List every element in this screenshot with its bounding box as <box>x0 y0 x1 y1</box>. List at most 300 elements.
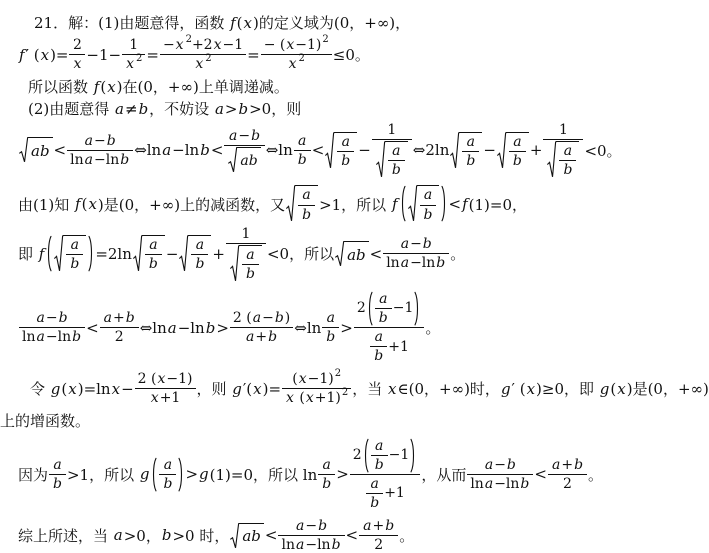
fraction-denominator <box>282 389 351 406</box>
radical-sign-icon <box>408 185 417 222</box>
text-run: 2 <box>114 329 124 346</box>
math-variable: x <box>157 371 166 388</box>
text-run: + <box>255 329 268 346</box>
fraction-denominator <box>337 152 354 169</box>
paren-content <box>373 291 415 326</box>
radicand <box>295 185 318 222</box>
math-variable: a <box>246 246 255 263</box>
fraction-numerator <box>370 329 387 347</box>
fraction <box>548 457 587 492</box>
text-run: )= <box>262 379 282 398</box>
fraction-numerator <box>375 291 392 309</box>
text-run: 。 <box>399 526 415 545</box>
math-variable: ab <box>240 152 258 169</box>
math-variable: x <box>126 56 134 73</box>
math-variable: a <box>252 310 262 327</box>
text-run: ′ ( <box>511 379 526 398</box>
text-run: −ln <box>45 329 72 346</box>
fraction-denominator <box>191 255 208 272</box>
math-variable: b <box>506 456 516 473</box>
fraction-numerator <box>366 476 383 494</box>
equivalence-chain-line <box>18 122 705 178</box>
text-run: 2 <box>352 447 362 464</box>
text-run: 1 <box>241 225 251 242</box>
radicand <box>142 235 165 272</box>
text-run: +2 <box>191 37 213 53</box>
paren-content <box>406 185 442 222</box>
math-variable: b <box>302 206 312 223</box>
math-variable: g <box>199 465 209 484</box>
text-run: ( <box>236 13 243 32</box>
text-run: ∈(0，+∞)时， <box>397 380 500 399</box>
fraction-denominator <box>559 161 576 178</box>
math-variable: a <box>84 151 93 168</box>
math-variable: f <box>19 45 25 64</box>
fraction <box>359 518 398 553</box>
text-run: −ln <box>93 151 120 168</box>
fraction-numerator <box>67 133 133 151</box>
math-variable: f <box>230 13 236 32</box>
math-variable: a <box>484 475 494 492</box>
text-run: ⇔ln <box>265 141 293 160</box>
math-variable: ab <box>347 245 366 264</box>
fraction <box>350 438 421 511</box>
math-variable: a <box>302 187 311 204</box>
paren-content <box>369 438 411 473</box>
fraction-denominator <box>69 55 85 72</box>
fraction-denominator <box>462 152 479 169</box>
math-variable: x <box>107 77 116 96</box>
radicand <box>28 137 53 163</box>
math-variable: b <box>378 310 388 327</box>
fraction <box>354 291 425 364</box>
math-variable: b <box>106 132 116 149</box>
right-paren-icon <box>441 185 447 222</box>
math-variable: a <box>392 143 401 160</box>
fraction-denominator <box>100 328 139 345</box>
radical-sign-icon <box>19 137 28 163</box>
fraction <box>322 310 339 345</box>
text-run: +1) <box>314 390 341 407</box>
text-run: 2 <box>356 300 366 317</box>
text-run: 1 <box>129 37 139 53</box>
square-root <box>376 141 408 178</box>
math-variable: a <box>374 329 383 346</box>
math-variable: b <box>341 152 351 169</box>
math-variable: a <box>341 133 350 150</box>
math-variable: a <box>370 475 379 492</box>
fraction <box>160 34 246 73</box>
text-run: 1 <box>558 122 568 139</box>
fraction <box>159 457 176 492</box>
right-paren-icon <box>410 438 416 473</box>
fraction <box>370 329 387 364</box>
fraction-numerator <box>354 291 425 328</box>
text-run: + <box>113 310 125 327</box>
fraction <box>100 310 139 345</box>
paren-group <box>46 235 94 272</box>
text-run: >0 时， <box>172 526 230 545</box>
square-root <box>179 235 211 272</box>
fraction <box>366 476 383 511</box>
fraction <box>467 457 533 492</box>
text-run: −1− <box>86 45 122 64</box>
text-run: − <box>45 310 58 327</box>
math-variable: x <box>288 56 297 73</box>
derivative-formula-line <box>18 34 705 73</box>
math-variable: g <box>500 379 511 398</box>
radical-sign-icon <box>376 141 385 178</box>
text-run: >1，所以 <box>66 465 139 484</box>
text-run: <0。 <box>584 141 622 160</box>
text-run: > <box>185 465 199 484</box>
radical-sign-icon <box>547 141 556 178</box>
paren-group <box>367 291 421 326</box>
text-run: −1 <box>388 447 410 464</box>
text-run: )是(0，+∞)上的减函数，又 <box>97 195 286 214</box>
superscript: 2 <box>135 53 143 65</box>
radical-sign-icon <box>497 132 506 169</box>
fraction <box>420 187 437 222</box>
math-variable: a <box>322 456 331 473</box>
radical-sign-icon <box>230 523 239 549</box>
square-root <box>54 235 86 272</box>
math-variable: a <box>363 517 372 534</box>
fraction-numerator <box>509 134 526 152</box>
text-run: −ln <box>410 255 436 272</box>
math-variable: a <box>53 456 62 473</box>
radicand <box>506 132 529 169</box>
final-conclusion-line <box>18 518 705 553</box>
fraction-denominator <box>354 328 425 364</box>
fraction-denominator <box>19 328 85 345</box>
math-variable: b <box>563 162 573 179</box>
math-variable: a <box>551 456 561 473</box>
paren-group <box>151 457 184 492</box>
paren-group <box>400 185 448 222</box>
text-run: 2 <box>563 475 572 492</box>
text-run: 所以函数 <box>28 78 93 97</box>
math-variable: b <box>385 517 395 534</box>
fraction-numerator <box>100 310 139 328</box>
math-variable: x <box>213 37 222 53</box>
radicand <box>63 235 86 272</box>
text-run: ( <box>294 390 305 407</box>
math-variable: b <box>238 99 249 118</box>
paren-group <box>363 438 417 473</box>
square-root <box>230 245 262 282</box>
math-variable: x <box>195 56 204 73</box>
text-run: + <box>372 517 385 534</box>
radical-sign-icon <box>228 147 237 173</box>
text-run: > <box>340 318 353 337</box>
text-run: −ln <box>305 536 331 553</box>
text-run: ≤0。 <box>332 46 370 65</box>
solution-intro-line <box>34 12 705 33</box>
fraction <box>298 187 315 222</box>
math-variable: b <box>163 475 173 492</box>
math-variable: b <box>422 236 432 253</box>
math-variable: a <box>466 133 476 150</box>
text-run: < <box>264 526 278 545</box>
radicand <box>385 141 408 178</box>
part2-setup-line <box>28 98 705 119</box>
text-run: < <box>86 318 99 337</box>
math-variable: a <box>36 310 45 327</box>
text-run: ( <box>610 379 617 398</box>
fraction <box>278 518 344 553</box>
text-run: −ln <box>177 318 205 337</box>
math-variable: x <box>88 195 97 214</box>
fraction <box>337 134 354 169</box>
text-run: < <box>534 465 547 484</box>
math-variable: b <box>374 348 384 365</box>
radicand <box>459 132 482 169</box>
text-run: −1 <box>222 37 244 53</box>
text-run: 2 ( <box>232 310 252 327</box>
fraction-numerator <box>371 438 388 456</box>
text-run: 因为 <box>18 465 49 484</box>
fraction-numerator <box>66 237 83 255</box>
fraction-numerator <box>160 34 246 55</box>
fraction-numerator <box>230 310 293 328</box>
text-run: >0，则 <box>249 100 302 119</box>
fraction-numerator <box>548 457 587 475</box>
math-variable: a <box>400 236 410 253</box>
fraction-numerator <box>191 237 208 255</box>
math-variable: a <box>163 456 173 473</box>
right-paren-icon <box>178 457 184 492</box>
second-equivalence-chain-line <box>18 291 705 364</box>
fraction <box>261 34 332 73</box>
math-variable: a <box>400 255 410 272</box>
text-run: 2 <box>72 37 82 53</box>
text-run: +1 <box>159 390 181 407</box>
radicand <box>188 235 211 272</box>
fraction-numerator <box>242 247 259 265</box>
math-variable: g <box>232 379 242 398</box>
math-variable: b <box>200 141 210 160</box>
text-run: ′( <box>242 379 253 398</box>
fraction <box>383 236 449 271</box>
math-variable: a <box>246 329 255 346</box>
math-variable: b <box>245 265 255 282</box>
text-run: ( <box>292 371 298 388</box>
text-run: −1) <box>295 37 322 53</box>
text-run: ( <box>100 77 107 96</box>
fraction-denominator <box>230 328 293 345</box>
fraction <box>294 133 311 168</box>
math-variable: a <box>484 456 494 473</box>
math-variable: ab <box>31 142 50 161</box>
fraction-denominator <box>261 55 332 72</box>
fraction-numerator <box>462 134 479 152</box>
text-run: 上的增函数。 <box>0 411 91 430</box>
math-variable: a <box>295 536 305 553</box>
fraction-numerator <box>159 457 176 475</box>
text-run: − <box>165 244 179 263</box>
math-variable: b <box>70 256 80 273</box>
fraction <box>388 143 405 178</box>
text-run: =2ln <box>95 244 132 263</box>
text-run: <0，所以 <box>266 245 335 264</box>
text-run: >0， <box>123 526 161 545</box>
fraction <box>318 457 335 492</box>
square-root <box>19 137 53 163</box>
text-run: )是(0，+∞) <box>626 380 709 399</box>
fraction <box>242 247 259 282</box>
text-run: −1) <box>166 371 193 388</box>
radical-sign-icon <box>450 132 459 169</box>
math-variable: a <box>36 329 45 346</box>
math-variable: x <box>305 390 314 407</box>
text-run: − <box>494 456 506 473</box>
math-variable: x <box>617 379 626 398</box>
math-variable: b <box>274 310 284 327</box>
text-run: )的定义域为(0，+∞)， <box>253 14 411 32</box>
fraction <box>543 122 583 178</box>
math-variable: x <box>286 37 295 53</box>
fraction <box>19 310 85 345</box>
radical-sign-icon <box>54 235 63 272</box>
fraction-numerator <box>294 133 311 151</box>
math-variable: b <box>370 494 380 511</box>
math-variable: a <box>70 237 79 254</box>
math-variable: b <box>125 310 135 327</box>
math-variable: b <box>268 329 278 346</box>
math-variable: a <box>84 132 93 149</box>
fraction-numerator <box>145 237 162 255</box>
text-run: ，当 <box>352 380 388 399</box>
text-run: ln <box>386 255 400 272</box>
document-body <box>0 12 709 553</box>
superscript: 2 <box>334 368 342 380</box>
math-variable: a <box>379 290 388 307</box>
math-variable: a <box>563 143 573 160</box>
text-run: − <box>410 236 422 253</box>
fraction-denominator <box>294 151 311 168</box>
text-run: − <box>262 310 274 327</box>
text-run: + <box>529 141 543 160</box>
radicand <box>334 132 357 169</box>
text-run: < <box>448 195 462 214</box>
radicand <box>239 245 262 282</box>
math-variable: b <box>436 255 446 272</box>
fraction-denominator <box>420 206 437 223</box>
monotonicity-conclusion-line <box>28 76 705 97</box>
fraction-numerator <box>420 187 437 205</box>
text-run: )在(0，+∞)上单调递减。 <box>116 78 289 97</box>
text-run: 21．解：(1)由题意得，函数 <box>34 14 230 32</box>
math-variable: f <box>93 77 100 96</box>
superscript: 2 <box>298 53 305 65</box>
math-variable: a <box>423 187 433 204</box>
radical-sign-icon <box>325 132 334 169</box>
radical-sign-icon <box>335 241 344 267</box>
fraction-numerator <box>298 187 315 205</box>
text-run: > <box>224 99 238 118</box>
fraction <box>462 134 479 169</box>
paren-content <box>157 457 178 492</box>
text-run: − <box>93 132 106 149</box>
fraction-denominator <box>467 475 533 492</box>
fraction-denominator <box>383 254 449 271</box>
increasing-function-continuation-line <box>0 410 705 431</box>
superscript: 2 <box>205 53 212 65</box>
text-run: − <box>162 37 175 53</box>
fraction-numerator <box>322 310 339 328</box>
fraction <box>191 237 208 272</box>
fraction-denominator <box>375 309 392 326</box>
fraction-numerator <box>49 457 66 475</box>
math-variable: b <box>423 206 433 223</box>
math-variable: a <box>375 437 384 454</box>
square-root <box>497 132 529 169</box>
fraction-denominator <box>145 255 162 272</box>
text-run: 。 <box>588 465 604 484</box>
superscript: 2 <box>322 34 329 46</box>
fraction-numerator <box>224 128 264 146</box>
radicand <box>417 185 440 222</box>
superscript: 2 <box>341 387 349 399</box>
radicand <box>239 523 264 549</box>
fraction-denominator <box>359 536 398 553</box>
square-root <box>133 235 165 272</box>
text-run: − <box>238 127 251 144</box>
fraction-denominator <box>318 475 335 492</box>
text-run: = <box>247 45 260 64</box>
math-variable: b <box>297 151 307 168</box>
fraction-denominator <box>298 206 315 223</box>
math-variable: g <box>139 465 150 484</box>
fraction-numerator <box>278 518 344 536</box>
math-variable: b <box>374 456 384 473</box>
math-variable: x <box>286 390 294 407</box>
square-root <box>450 132 482 169</box>
fraction-numerator <box>226 226 266 244</box>
fraction-denominator <box>509 152 526 169</box>
fraction-denominator <box>49 475 66 492</box>
fraction <box>509 134 526 169</box>
math-variable: b <box>205 318 216 337</box>
text-run: − <box>483 141 496 160</box>
math-variable: ab <box>242 527 261 546</box>
math-variable: a <box>295 517 305 534</box>
math-variable: x <box>243 13 252 32</box>
math-variable: b <box>574 456 584 473</box>
fraction <box>559 143 576 178</box>
math-variable: a <box>115 99 124 118</box>
fraction-denominator <box>366 494 383 511</box>
math-variable: a <box>149 237 158 254</box>
text-run: < <box>53 141 67 160</box>
math-variable: b <box>331 536 341 553</box>
fraction <box>66 237 83 272</box>
text-run: 由(1)知 <box>18 195 75 214</box>
fraction-numerator <box>543 122 583 140</box>
math-variable: x <box>253 379 262 398</box>
fraction-denominator <box>371 456 388 473</box>
text-run: ，不妨设 <box>149 100 214 119</box>
fraction-numerator <box>318 457 335 475</box>
text-run: ) <box>284 310 291 327</box>
text-run: ⇔ln <box>294 318 322 337</box>
f-value-inequality-line <box>18 226 705 282</box>
math-variable: b <box>520 475 530 492</box>
fraction-denominator <box>67 151 133 168</box>
text-run: ln <box>22 329 36 346</box>
fraction-numerator <box>337 134 354 152</box>
